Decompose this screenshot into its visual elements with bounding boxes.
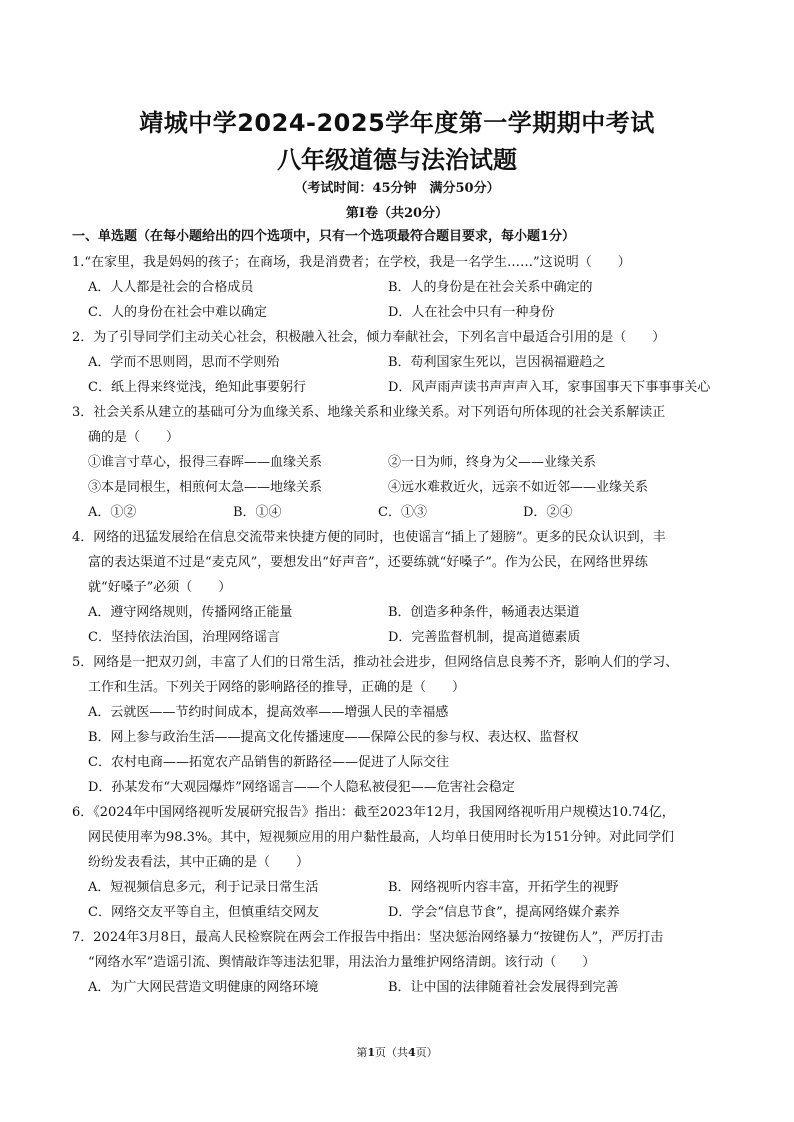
page-footer — [0, 1044, 794, 1060]
exam-info: （考试时间：45分钟 满分50分） — [294, 181, 500, 196]
option-item: B．苟利国家生死以，岂因祸福避趋之 — [388, 355, 606, 370]
option-item: A．遵守网络规则，传播网络正能量 — [88, 605, 293, 620]
options-row — [72, 775, 732, 800]
option-item: B．人的身份是在社会关系中确定的 — [388, 280, 593, 295]
options-row — [72, 875, 732, 900]
option-item: A．短视频信息多元，利于记录日常生活 — [88, 880, 319, 895]
exam-title: 靖城中学2024-2025学年度第一学期期中考试 — [139, 109, 655, 137]
option-item: B．①④ — [233, 505, 282, 520]
exam-subtitle: 八年级道德与法治试题 — [277, 146, 517, 174]
question-stem: 2．为了引导同学们主动关心社会，积极融入社会，倾力奉献社会，下列名言中最适合引用的是（ ） — [72, 330, 666, 345]
question-stem: 6．《2024年中国网络视听发展研究报告》指出：截至2023年12月，我国网络视听用户规模达10.74亿， — [72, 805, 675, 820]
footer-total-pages: 4 — [408, 1046, 416, 1059]
option-item: C．坚持依法治国，治理网络谣言 — [88, 630, 280, 645]
option-item: C．①③ — [378, 505, 427, 520]
option-item: D．②④ — [523, 505, 573, 520]
options-row — [72, 975, 732, 1000]
option-item: B．网上参与政治生活——提高文化传播速度——保障公民的参与权、表达权、监督权 — [88, 730, 579, 745]
options-row — [72, 375, 732, 400]
question-stem-continued: 确的是（ ） — [88, 430, 180, 445]
footer-suffix: 页） — [415, 1046, 438, 1059]
question-stem: 4．网络的迅猛发展给在信息交流带来快捷方便的同时，也使谣言“插上了翅膀”。更多的民众认识到，丰 — [72, 530, 666, 545]
question-4 — [72, 525, 732, 650]
statement-row — [72, 450, 732, 475]
question-stem-continued: 纷纷发表看法，其中正确的是（ ） — [88, 855, 310, 870]
footer-page-number: 1 — [367, 1046, 375, 1059]
option-item: A．①② — [88, 505, 137, 520]
option-item: A．人人都是社会的合格成员 — [88, 280, 254, 295]
question-stem-continued: “网络水军”造谣引流、舆情敲诈等违法犯罪，用法治力量维护网络清朗。该行动（ ） — [88, 955, 596, 970]
question-stem-continued: 工作和生活。下列关于网络的影响路径的推导，正确的是（ ） — [88, 680, 466, 695]
option-item: C．人的身份在社会中难以确定 — [88, 305, 267, 320]
option-item: D．人在社会中只有一种身份 — [388, 305, 555, 320]
option-item: B．网络视听内容丰富，开拓学生的视野 — [388, 880, 619, 895]
options-row — [72, 600, 732, 625]
options-row — [72, 725, 732, 750]
question-stem: 3．社会关系从建立的基础可分为血缘关系、地缘关系和业缘关系。对下列语句所体现的社会关系解读正 — [72, 405, 666, 420]
question-7 — [72, 925, 732, 1000]
options-row — [72, 300, 732, 325]
part-title: 第Ⅰ卷（共20分） — [345, 206, 449, 221]
option-item: C．纸上得来终觉浅，绝知此事要躬行 — [88, 380, 306, 395]
statement-item: ②一日为师，终身为父——业缘关系 — [388, 455, 597, 470]
footer-prefix: 第 — [356, 1046, 368, 1059]
footer-middle: 页（共 — [375, 1046, 408, 1059]
option-item: A．为广大网民营造文明健康的网络环境 — [88, 980, 319, 995]
option-item: C．农村电商——拓宽农产品销售的新路径——促进了人际交往 — [88, 755, 449, 770]
option-item: B．创造多种条件，畅通表达渠道 — [388, 605, 580, 620]
option-item: A．学而不思则罔，思而不学则殆 — [88, 355, 280, 370]
question-2 — [72, 325, 732, 400]
question-1 — [72, 250, 732, 325]
option-item: B．让中国的法律随着社会发展得到完善 — [388, 980, 619, 995]
option-item: C．网络交友平等自主，但慎重结交网友 — [88, 905, 319, 920]
option-item: D．完善监督机制，提高道德素质 — [388, 630, 581, 645]
question-5 — [72, 650, 732, 800]
options-row — [72, 500, 732, 525]
statement-row — [72, 475, 732, 500]
question-list — [72, 250, 732, 1000]
option-item: D．孙某发布“大观园爆炸”网络谣言——个人隐私被侵犯——危害社会稳定 — [88, 780, 515, 795]
question-stem: 1.“在家里，我是妈妈的孩子；在商场，我是消费者；在学校，我是一名学生……”这说明（ ） — [72, 255, 631, 270]
option-item: D．学会“信息节食”，提高网络媒介素养 — [388, 905, 620, 920]
section-title: 一、单选题（在每小题给出的四个选项中，只有一个选项最符合题目要求，每小题1分） — [72, 229, 576, 244]
question-stem: 7．2024年3月8日，最高人民检察院在两会工作报告中指出：坚决惩治网络暴力“按键伤人”，严厉打击 — [72, 930, 664, 945]
option-item: A．云就医——节约时间成本，提高效率——增强人民的幸福感 — [88, 705, 449, 720]
options-row — [72, 900, 732, 925]
question-6 — [72, 800, 732, 925]
statement-item: ③本是同根生，相煎何太急——地缘关系 — [88, 480, 323, 495]
question-stem-continued: 就“好嗓子”必须（ ） — [88, 580, 232, 595]
statement-item: ④远水难救近火，远亲不如近邻——业缘关系 — [388, 480, 649, 495]
question-3 — [72, 400, 732, 525]
question-stem-continued: 富的表达渠道不过是“麦克风”，要想发出“好声音”，还要练就“好嗓子”。作为公民，在网络世界练 — [88, 555, 648, 570]
options-row — [72, 700, 732, 725]
options-row — [72, 625, 732, 650]
option-item: D．风声雨声读书声声声入耳，家事国事天下事事事关心 — [388, 380, 711, 395]
question-stem: 5．网络是一把双刃剑，丰富了人们的日常生活，推动社会进步，但网络信息良莠不齐，影响人们的学习、 — [72, 655, 679, 670]
statement-item: ①谁言寸草心，报得三春晖——血缘关系 — [88, 455, 323, 470]
options-row — [72, 350, 732, 375]
question-stem-continued: 网民使用率为98.3%。其中，短视频应用的用户黏性最高，人均单日使用时长为151分钟。对此同学们 — [88, 830, 675, 845]
options-row — [72, 750, 732, 775]
options-row — [72, 275, 732, 300]
